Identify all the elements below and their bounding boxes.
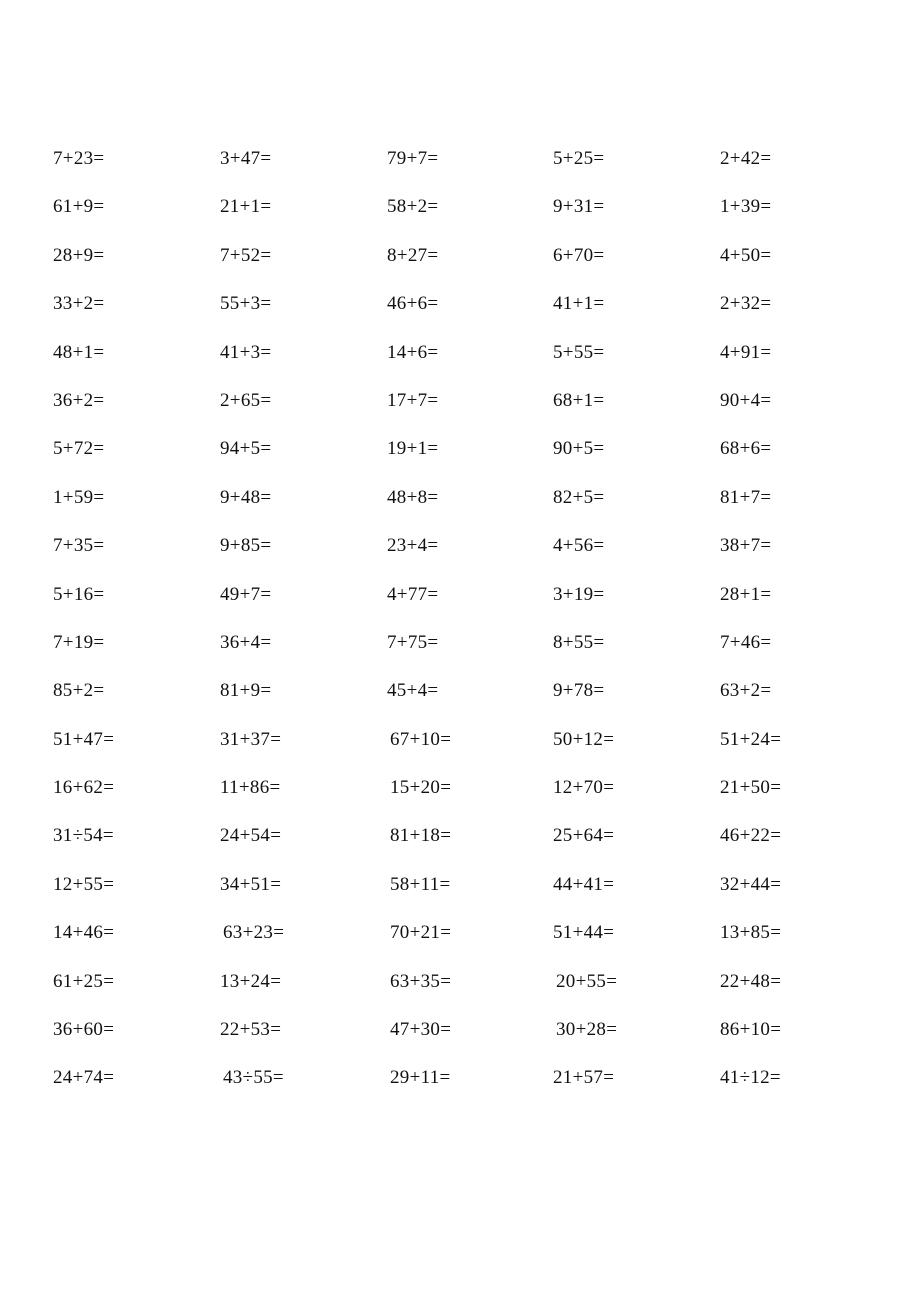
problem-item: 9+78= [553,680,605,702]
problem-row [53,819,873,867]
problem-item: 24+54= [220,825,282,847]
problem-item: 24+74= [53,1067,115,1089]
problem-item: 90+5= [553,438,605,460]
problem-item: 41+3= [220,341,272,363]
problem-item: 61+9= [53,196,105,218]
problem-item: 50+12= [553,728,615,750]
problem-item: 63+23= [223,922,285,944]
problem-item: 82+5= [553,486,605,508]
problem-item: 32+44= [720,873,782,895]
problem-grid [53,142,873,1110]
problem-item: 13+24= [220,970,282,992]
problem-item: 28+1= [720,583,772,605]
problem-row [53,674,873,722]
problem-item: 48+1= [53,341,105,363]
problem-item: 12+55= [53,873,115,895]
problem-item: 58+11= [390,873,451,895]
problem-item: 4+91= [720,341,772,363]
problem-item: 34+51= [220,873,282,895]
problem-item: 2+42= [720,148,772,169]
problem-row [53,578,873,626]
problem-item: 22+53= [220,1019,282,1041]
problem-item: 19+1= [387,438,439,460]
problem-item: 46+6= [387,293,439,315]
problem-item: 86+10= [720,1019,782,1041]
problem-row [53,142,873,190]
problem-item: 33+2= [53,293,105,315]
problem-item: 67+10= [390,728,452,750]
problem-item: 61+25= [53,970,115,992]
problem-item: 81+7= [720,486,772,508]
problem-item: 43÷55= [223,1067,284,1089]
problem-item: 45+4= [387,680,439,702]
problem-item: 81+9= [220,680,272,702]
problem-item: 38+7= [720,535,772,557]
problem-item: 46+22= [720,825,782,847]
problem-item: 13+85= [720,922,782,944]
problem-item: 7+46= [720,631,772,653]
problem-item: 14+46= [53,922,115,944]
problem-item: 4+50= [720,244,772,266]
problem-item: 28+9= [53,244,105,266]
problem-item: 3+19= [553,583,605,605]
problem-item: 58+2= [387,196,439,218]
problem-item: 8+27= [387,244,439,266]
problem-item: 36+2= [53,389,105,411]
problem-item: 21+50= [720,777,782,799]
problem-item: 7+35= [53,535,105,557]
problem-item: 16+62= [53,777,115,799]
problem-item: 68+1= [553,389,605,411]
problem-item: 31+37= [220,728,282,750]
problem-item: 94+5= [220,438,272,460]
problem-item: 4+77= [387,583,439,605]
problem-item: 5+25= [553,148,605,169]
problem-row [53,965,873,1013]
problem-item: 48+8= [387,486,439,508]
problem-item: 55+3= [220,293,272,315]
problem-row [53,481,873,529]
problem-item: 63+35= [390,970,452,992]
problem-item: 70+21= [390,922,452,944]
problem-item: 90+4= [720,389,772,411]
problem-item: 12+70= [553,777,615,799]
problem-row [53,626,873,674]
problem-row [53,1061,873,1109]
problem-item: 21+57= [553,1067,615,1089]
problem-row [53,239,873,287]
problem-item: 36+4= [220,631,272,653]
problem-item: 23+4= [387,535,439,557]
problem-item: 1+39= [720,196,772,218]
problem-item: 17+7= [387,389,439,411]
problem-item: 9+48= [220,486,272,508]
problem-item: 7+75= [387,631,439,653]
problem-item: 30+28= [556,1019,618,1041]
problem-item: 49+7= [220,583,272,605]
problem-item: 4+56= [553,535,605,557]
problem-item: 15+20= [390,777,452,799]
problem-item: 5+72= [53,438,105,460]
problem-item: 41+1= [553,293,605,315]
problem-item: 22+48= [720,970,782,992]
problem-item: 14+6= [387,341,439,363]
problem-item: 5+16= [53,583,105,605]
problem-item: 2+32= [720,293,772,315]
problem-item: 11+86= [220,777,281,799]
problem-item: 7+23= [53,148,105,169]
problem-item: 51+47= [53,728,115,750]
problem-item: 63+2= [720,680,772,702]
problem-row [53,384,873,432]
problem-item: 9+31= [553,196,605,218]
problem-row [53,771,873,819]
problem-item: 9+85= [220,535,272,557]
problem-row [53,336,873,384]
problem-item: 51+24= [720,728,782,750]
problem-item: 25+64= [553,825,615,847]
problem-item: 8+55= [553,631,605,653]
problem-item: 5+55= [553,341,605,363]
problem-row [53,868,873,916]
problem-row [53,723,873,771]
problem-item: 36+60= [53,1019,115,1041]
problem-item: 1+59= [53,486,105,508]
problem-item: 7+19= [53,631,105,653]
problem-row [53,287,873,335]
problem-item: 21+1= [220,196,272,218]
problem-item: 47+30= [390,1019,452,1041]
problem-item: 81+18= [390,825,452,847]
problem-row [53,916,873,964]
problem-item: 79+7= [387,148,439,169]
problem-item: 3+47= [220,148,272,169]
problem-item: 29+11= [390,1067,451,1089]
problem-item: 6+70= [553,244,605,266]
problem-item: 51+44= [553,922,615,944]
problem-item: 7+52= [220,244,272,266]
problem-item: 41÷12= [720,1067,781,1089]
problem-item: 2+65= [220,389,272,411]
problem-item: 85+2= [53,680,105,702]
problem-row [53,190,873,238]
problem-row [53,529,873,577]
problem-row [53,432,873,480]
problem-item: 20+55= [556,970,618,992]
problem-item: 31÷54= [53,825,114,847]
problem-item: 68+6= [720,438,772,460]
problem-row [53,1013,873,1061]
problem-item: 44+41= [553,873,615,895]
